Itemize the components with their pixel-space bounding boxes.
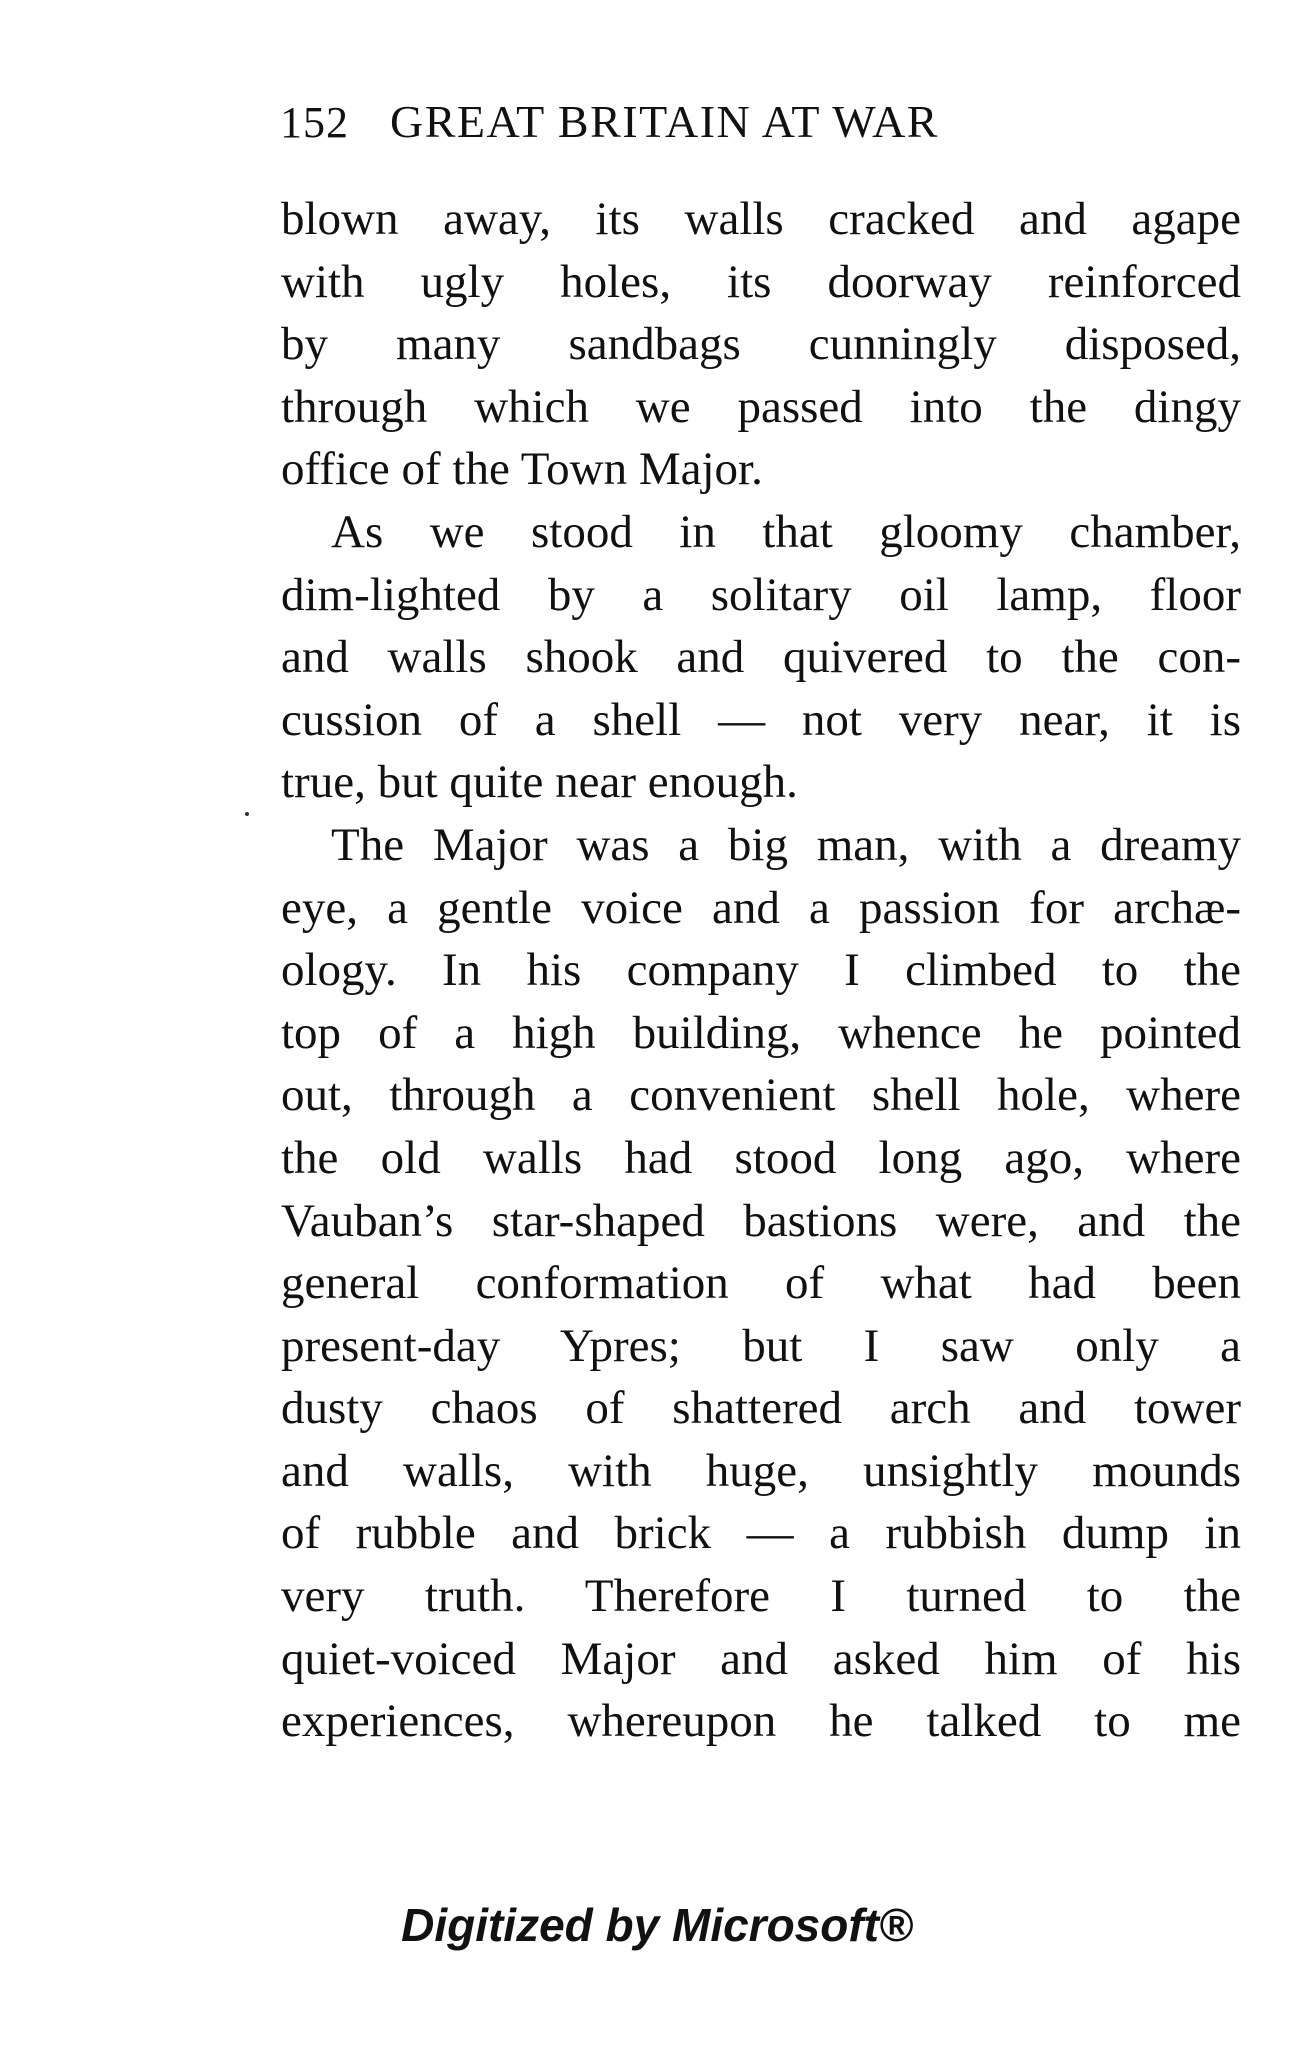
- running-head: [280, 92, 1100, 152]
- text-line: experiences, whereupon he talked to me: [281, 1695, 1241, 1748]
- body-text: [281, 188, 1241, 1753]
- stray-ink-mark: [245, 812, 249, 816]
- text-line: very truth. Therefore I turned to the: [281, 1570, 1241, 1623]
- text-line: ology. In his company I climbed to the: [281, 944, 1241, 997]
- running-title: GREAT BRITAIN AT WAR: [390, 96, 939, 147]
- digitization-watermark: Digitized by Microsoft®: [401, 1899, 913, 1951]
- text-line: out, through a convenient shell hole, where: [281, 1069, 1241, 1122]
- text-line: through which we passed into the dingy: [281, 380, 1241, 433]
- text-line: and walls, with huge, unsightly mounds: [281, 1444, 1241, 1497]
- text-line: top of a high building, whence he pointed: [281, 1006, 1241, 1059]
- text-line: present-day Ypres; but I saw only a: [281, 1319, 1241, 1372]
- text-line: and walls shook and quivered to the con-: [281, 631, 1241, 684]
- text-line: dim-lighted by a solitary oil lamp, floor: [281, 568, 1241, 621]
- text-line: office of the Town Major.: [281, 443, 763, 496]
- text-line: true, but quite near enough.: [281, 756, 798, 809]
- text-line: by many sandbags cunningly disposed,: [281, 318, 1241, 371]
- text-line: general conformation of what had been: [281, 1257, 1241, 1310]
- text-line: Vauban’s star-shaped bastions were, and the: [281, 1194, 1241, 1247]
- text-line: dusty chaos of shattered arch and tower: [281, 1382, 1241, 1435]
- text-line: of rubble and brick — a rubbish dump in: [281, 1507, 1241, 1560]
- text-line: The Major was a big man, with a dreamy: [331, 818, 1241, 871]
- page-number: 152: [280, 98, 349, 147]
- text-line: blown away, its walls cracked and agape: [281, 193, 1241, 245]
- text-line: eye, a gentle voice and a passion for archæ-: [281, 881, 1241, 934]
- text-line: As we stood in that gloomy chamber,: [331, 505, 1241, 558]
- text-line: with ugly holes, its doorway reinforced: [281, 255, 1241, 308]
- text-line: cussion of a shell — not very near, it is: [281, 693, 1241, 746]
- text-line: the old walls had stood long ago, where: [281, 1131, 1241, 1184]
- text-line: quiet-voiced Major and asked him of his: [281, 1632, 1241, 1685]
